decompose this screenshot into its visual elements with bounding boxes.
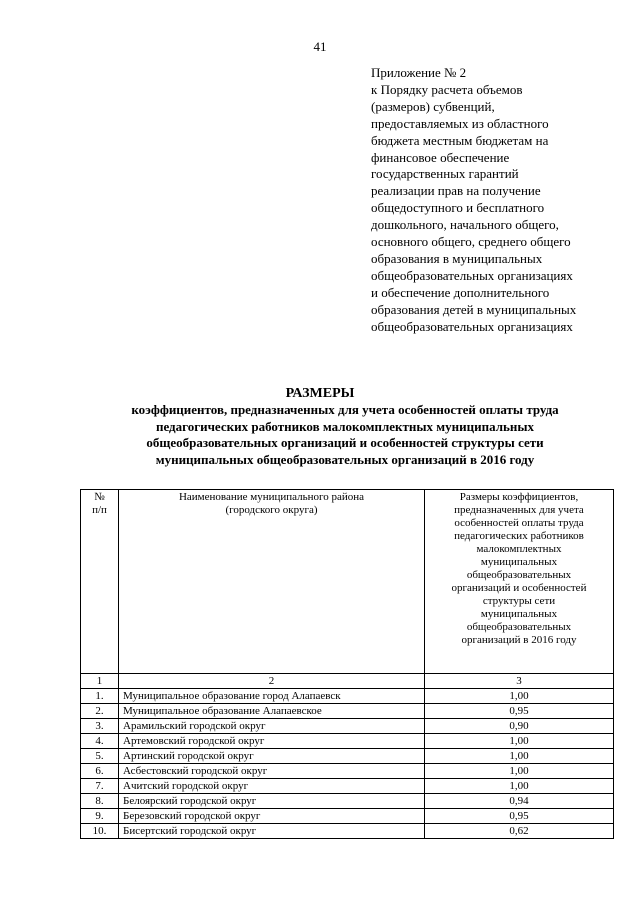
table-row bbox=[81, 824, 614, 839]
row-number: 8. bbox=[81, 794, 119, 809]
appendix-line: образования детей в муниципальных bbox=[371, 301, 577, 317]
row-number: 1. bbox=[81, 689, 119, 704]
coefficients-table bbox=[80, 489, 614, 839]
row-number: 2. bbox=[81, 704, 119, 719]
appendix-line: предоставляемых из областного bbox=[371, 115, 549, 131]
row-name: Муниципальное образование Алапаевское bbox=[119, 704, 425, 719]
table-row bbox=[81, 809, 614, 824]
row-name: Муниципальное образование город Алапаевск bbox=[119, 689, 425, 704]
row-name: Бисертский городской округ bbox=[119, 824, 425, 839]
subtitle-line: муниципальных общеобразовательных организаций в 2016 году bbox=[155, 451, 535, 467]
header-number: № п/п bbox=[81, 490, 119, 674]
row-value: 0,62 bbox=[425, 824, 614, 839]
appendix-line: основного общего, среднего общего bbox=[371, 234, 571, 250]
row-number: 5. bbox=[81, 749, 119, 764]
row-name: Асбестовский городской округ bbox=[119, 764, 425, 779]
table-row bbox=[81, 749, 614, 764]
row-value: 1,00 bbox=[425, 749, 614, 764]
appendix-line: Приложение № 2 bbox=[371, 65, 467, 80]
document-subtitle bbox=[60, 402, 630, 468]
column-number: 2 bbox=[119, 674, 425, 689]
appendix-line: бюджета местным бюджетам на bbox=[371, 132, 549, 148]
row-value: 1,00 bbox=[425, 734, 614, 749]
table-row bbox=[81, 764, 614, 779]
row-number: 4. bbox=[81, 734, 119, 749]
column-number: 1 bbox=[81, 674, 119, 689]
appendix-line: финансовое обеспечение bbox=[371, 149, 510, 165]
row-name: Белоярский городской округ bbox=[119, 794, 425, 809]
appendix-line: общеобразовательных организациях bbox=[371, 318, 573, 334]
header-coefficient: Размеры коэффициентов, предназначенных для учета особенностей оплаты труда педагогических работников малокомплектных муниципальных общеобразовательных организаций и особенностей структуры сети муниципальных общеобразовательных организаций в 2016 году bbox=[425, 490, 614, 674]
table-row bbox=[81, 779, 614, 794]
table-row bbox=[81, 794, 614, 809]
subtitle-line: общеобразовательных организаций и особенностей структуры сети bbox=[146, 435, 544, 450]
row-number: 3. bbox=[81, 719, 119, 734]
column-number: 3 bbox=[425, 674, 614, 689]
row-value: 1,00 bbox=[425, 764, 614, 779]
column-number-row bbox=[81, 674, 614, 689]
appendix-line: к Порядку расчета объемов bbox=[371, 81, 523, 97]
row-number: 6. bbox=[81, 764, 119, 779]
row-value: 0,95 bbox=[425, 809, 614, 824]
table-header-row bbox=[81, 490, 614, 674]
row-name: Березовский городской округ bbox=[119, 809, 425, 824]
row-number: 10. bbox=[81, 824, 119, 839]
appendix-line: образования в муниципальных bbox=[371, 250, 543, 266]
subtitle-line: коэффициентов, предназначенных для учета особенностей оплаты труда bbox=[131, 402, 559, 417]
row-name: Ачитский городской округ bbox=[119, 779, 425, 794]
row-name: Артинский городской округ bbox=[119, 749, 425, 764]
page-number: 41 bbox=[313, 39, 327, 54]
appendix-note bbox=[371, 65, 631, 336]
appendix-line: реализации прав на получение bbox=[371, 183, 541, 199]
table-row bbox=[81, 719, 614, 734]
table-row bbox=[81, 734, 614, 749]
row-value: 1,00 bbox=[425, 779, 614, 794]
row-value: 0,90 bbox=[425, 719, 614, 734]
appendix-line: общеобразовательных организациях bbox=[371, 267, 573, 283]
appendix-line: (размеров) субвенций, bbox=[371, 98, 495, 114]
subtitle-line: педагогических работников малокомплектных муниципальных bbox=[155, 418, 535, 434]
header-name: Наименование муниципального района (городского округа) bbox=[119, 490, 425, 674]
row-name: Артемовский городской округ bbox=[119, 734, 425, 749]
row-number: 7. bbox=[81, 779, 119, 794]
row-value: 1,00 bbox=[425, 689, 614, 704]
appendix-line: общедоступного и бесплатного bbox=[371, 200, 545, 216]
appendix-line: государственных гарантий bbox=[371, 166, 519, 182]
table-row bbox=[81, 704, 614, 719]
row-number: 9. bbox=[81, 809, 119, 824]
document-title: РАЗМЕРЫ bbox=[285, 386, 355, 401]
row-value: 0,95 bbox=[425, 704, 614, 719]
row-value: 0,94 bbox=[425, 794, 614, 809]
row-name: Арамильский городской округ bbox=[119, 719, 425, 734]
appendix-line: и обеспечение дополнительного bbox=[371, 284, 550, 300]
table-row bbox=[81, 689, 614, 704]
appendix-line: дошкольного, начального общего, bbox=[371, 217, 559, 233]
